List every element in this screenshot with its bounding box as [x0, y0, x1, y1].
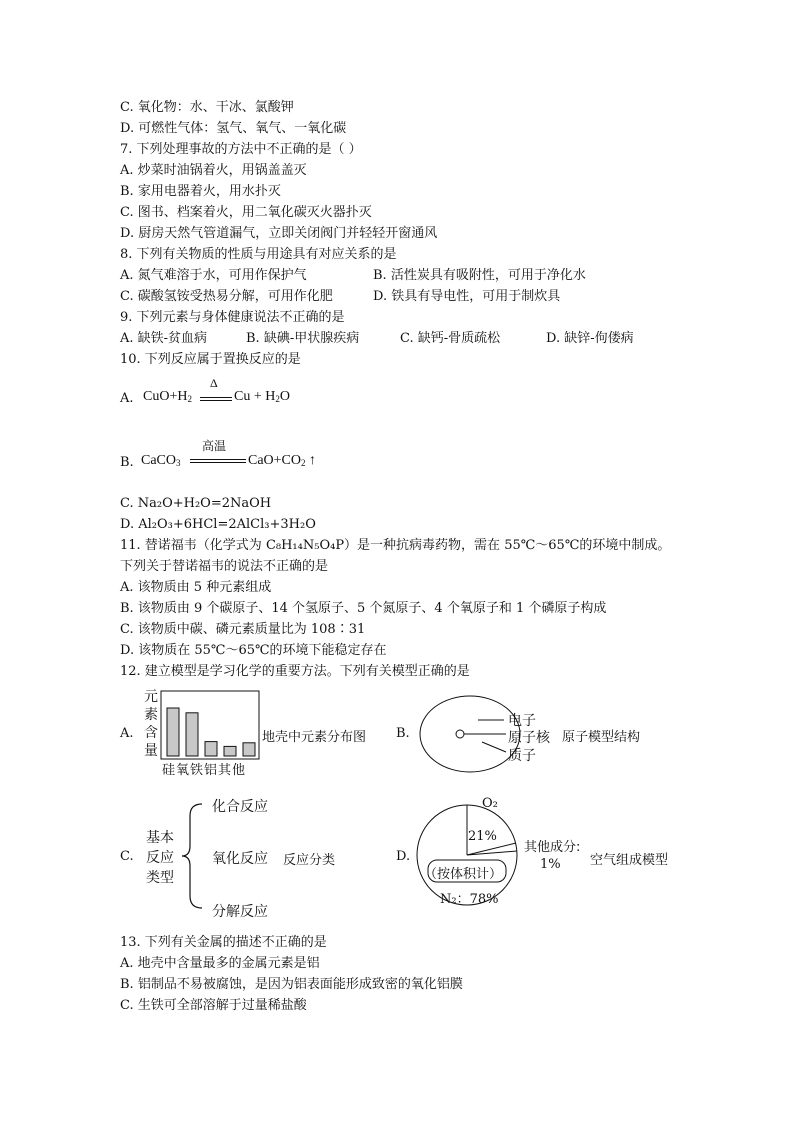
q12-c-caption: 反应分类: [283, 853, 336, 868]
q10-option-a-label: A.: [120, 391, 134, 406]
atom-label-nucleus: 原子核: [508, 730, 550, 746]
q12-option-a-label: A.: [120, 726, 134, 741]
q7-option-c: C. 图书、档案着火，用二氧化碳灭火器扑灭: [120, 205, 372, 220]
reaction-type-root-line: 反应: [146, 850, 174, 866]
q12-d-caption: 空气组成模型: [590, 853, 669, 868]
bar-硅: [167, 708, 179, 756]
q8-stem: 8. 下列有关物质的性质与用途具有对应关系的是: [120, 247, 397, 262]
q12-a-ylabel: [143, 688, 159, 760]
q10-stem: 10. 下列反应属于置换反应的是: [120, 352, 301, 367]
pie-label-other: 其他成分:: [524, 840, 581, 855]
q11-stem-line1: 11. 替诺福韦（化学式为 C₈H₁₄N₅O₄P）是一种抗病毒药物，需在 55℃～65℃的环境中制成。: [120, 538, 671, 553]
pie-label-o2-percent: 21%: [468, 829, 497, 844]
atom-label-electron: 电子: [508, 713, 536, 729]
q11-option-b: B. 该物质由 9 个碳原子、14 个氢原子、5 个氮原子、4 个氧原子和 1 个磷原子构成: [120, 601, 607, 616]
q10-option-a-left: $CuO+H_2$: [143, 389, 192, 404]
element-distribution-bar-chart: [160, 690, 260, 760]
reaction-branch-oxidation: 氧化反应: [212, 851, 268, 867]
q8-option-c: C. 碳酸氢铵受热易分解，可用作化肥: [120, 289, 333, 304]
q10-option-b-label: B.: [120, 455, 134, 470]
reaction-type-root: [143, 828, 177, 888]
reaction-type-root-line: 基本: [146, 830, 174, 846]
q10-option-a-condition: Δ: [210, 376, 218, 390]
q6-option-c: C. 氧化物：水、干冰、氯酸钾: [120, 100, 294, 115]
q10-option-b-equals: [190, 459, 246, 463]
reaction-brace: [178, 796, 208, 916]
q9-option-c: C. 缺钙-骨质疏松: [400, 331, 501, 346]
nucleus: [456, 730, 464, 738]
q9-option-d: D. 缺锌-佝偻病: [546, 331, 634, 346]
pie-label-other-text: 其他成分: [524, 840, 577, 855]
pie-label-n2: N₂：78%: [440, 892, 499, 907]
q10-option-d: D. Al₂O₃+6HCl=2AlCl₃+3H₂O: [120, 517, 316, 532]
proton-pointer: [482, 742, 506, 752]
q9-option-a: A. 缺铁-贫血病: [120, 331, 208, 346]
reaction-branch-decomposition: 分解反应: [212, 904, 268, 920]
reaction-type-root-line: 类型: [146, 870, 174, 886]
q9-option-b: B. 缺碘-甲状腺疾病: [246, 331, 360, 346]
q11-stem-line2: 下列关于替诺福韦的说法不正确的是: [120, 559, 329, 574]
q12-option-b-label: B.: [396, 726, 410, 741]
q11-option-c: C. 该物质中碳、磷元素质量比为 108∶31: [120, 622, 366, 637]
bar-铁: [205, 742, 217, 756]
q13-option-c: C. 生铁可全部溶解于过量稀盐酸: [120, 998, 307, 1013]
bar-铝: [224, 746, 236, 756]
q12-a-ylabel-char: 含: [144, 725, 158, 741]
q10-option-c: C. Na₂O+H₂O=2NaOH: [120, 496, 272, 511]
q7-option-d: D. 厨房天然气管道漏气，立即关闭阀门并轻轻开窗通风: [120, 226, 438, 241]
q12-a-ylabel-char: 素: [144, 707, 158, 723]
q10-option-b-left: CaCO$_3$: [141, 453, 181, 468]
q11-option-a: A. 该物质由 5 种元素组成: [120, 580, 272, 595]
bar-氧: [186, 713, 198, 756]
q10-option-a-equals: [200, 397, 232, 401]
pie-label-o2: O₂: [482, 796, 498, 811]
q12-option-c-label: C.: [120, 849, 134, 864]
q12-option-d-label: D.: [396, 849, 411, 864]
q8-option-a: A. 氮气难溶于水，可用作保护气: [120, 268, 307, 283]
q6-option-d: D. 可燃性气体：氢气、氧气、一氧化碳: [120, 121, 347, 136]
q13-option-b: B. 铝制品不易被腐蚀，是因为铝表面能形成致密的氧化铝膜: [120, 977, 463, 992]
q13-option-a: A. 地壳中含量最多的金属元素是铝: [120, 956, 320, 971]
q13-stem: 13. 下列有关金属的描述不正确的是: [120, 935, 327, 950]
bar-其他: [243, 743, 255, 756]
reaction-branch-combination: 化合反应: [212, 799, 268, 815]
q7-stem: 7. 下列处理事故的方法中不正确的是（ ）: [120, 142, 362, 157]
q7-option-b: B. 家用电器着火，用水扑灭: [120, 184, 281, 199]
pie-label-other-percent: 1%: [540, 857, 561, 872]
q9-stem: 9. 下列元素与身体健康说法不正确的是: [120, 310, 345, 325]
q12-a-ylabel-char: 元: [144, 689, 158, 705]
q10-option-a-right: $Cu + H_2O$: [234, 389, 290, 404]
q10-option-b-right: $CaO+CO_2$ ↑: [248, 453, 317, 468]
q12-a-caption: 地壳中元素分布图: [262, 730, 367, 745]
q12-a-category-labels: 硅氧铁铝其他: [162, 763, 247, 778]
q10-option-b-condition: 高温: [202, 439, 227, 453]
atom-label-proton: 质子: [508, 748, 536, 764]
pie-center-label: （按体积计）: [424, 867, 503, 882]
q12-b-caption: 原子模型结构: [562, 730, 641, 745]
q8-option-b: B. 活性炭具有吸附性，可用于净化水: [373, 268, 586, 283]
q12-a-ylabel-char: 量: [144, 743, 158, 759]
q12-stem: 12. 建立模型是学习化学的重要方法。下列有关模型正确的是: [120, 664, 470, 679]
q7-option-a: A. 炒菜时油锅着火，用锅盖盖灭: [120, 163, 307, 178]
q11-option-d: D. 该物质在 55℃～65℃的环境下能稳定存在: [120, 643, 387, 658]
q8-option-d: D. 铁具有导电性，可用于制炊具: [373, 289, 561, 304]
